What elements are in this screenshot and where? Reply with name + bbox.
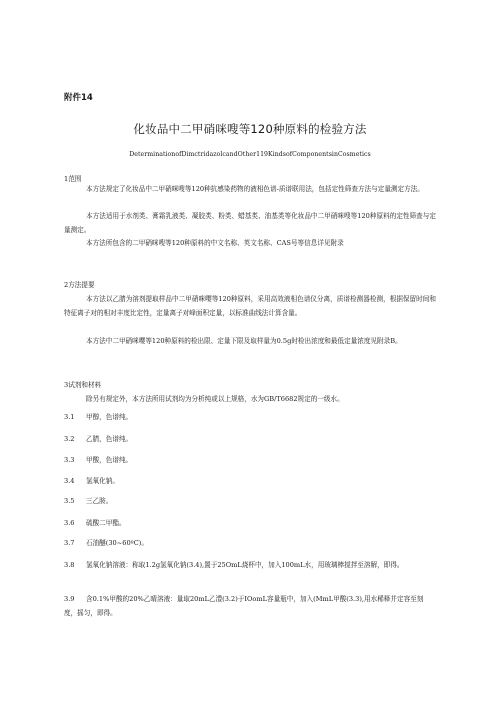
reagent-item — [64, 593, 436, 620]
english-subtitle: DeterminationofDimctridazolcandOther119KindsofComponentsinCosmetics — [129, 151, 371, 158]
method-paragraph-2: 本方法中二甲硝咪嘤等120种原料的检出限、定量下限及取样量为0.5g时检出浓度和最低定量浓度见附录B。 — [86, 337, 402, 345]
item-number: 3.3 — [64, 456, 75, 464]
item-number: 3.4 — [64, 477, 75, 485]
document-title: 化妆品中二甲硝咪嗖等120种原料的检验方法 — [133, 122, 367, 136]
item-number: 3.1 — [64, 413, 75, 421]
reagent-item — [64, 411, 436, 425]
item-text: 含0.1%甲酸的20%乙晴溶液：量取20mL乙澧(3.2)于IOomL容量瓶中，加入(MmL甲酸(3.3),用水稀释并定容至刻度，摇匀，即得。 — [64, 595, 424, 617]
scope-paragraph-2: 本方法适用于水剂类、膏霜乳液类、凝胶类、粉类、蜡基类、油基类等化妆品中二甲硝咪嗖等120种原料的定性筛查与定量测定。 — [64, 212, 436, 234]
reagent-item — [64, 433, 436, 447]
section-heading-method-summary: 2方法提要 — [64, 281, 95, 289]
scope-paragraph-1: 本方法规定了化妆品中二甲硝咪嗖等120种抗感染药物的液相色谱-质谱联用法，包括定性筛查方法与定量测定方法。 — [86, 185, 424, 193]
item-text: 氢氧化钠溶液：称取1.2g氢氧化钠(3.4),置于25OmL烧杯中，加入100mL水，用玻璃棒搅拌至溶解，即得。 — [86, 561, 404, 569]
reagent-item — [64, 454, 436, 468]
item-text: 三乙胺。 — [86, 497, 113, 505]
reagent-item — [64, 559, 436, 573]
item-text: 乙腈，色谱纯。 — [86, 435, 133, 443]
annex-label: 附件14 — [64, 93, 93, 103]
item-number: 3.8 — [64, 561, 75, 569]
section-heading-reagents: 3试剂和材料 — [64, 381, 102, 389]
item-number: 3.6 — [64, 519, 75, 527]
item-text: 甲酸，色谱纯。 — [86, 456, 133, 464]
reagent-item — [64, 517, 436, 531]
reagent-item — [64, 537, 436, 551]
method-paragraph-1: 本方法以乙腈为溶剂提取样品中二甲硝咪嘤等120种原料，采用高效液相色谱仪分离，质谱检测器检测，根据保留时间和特征离子对的相对丰度比定性，定量离子对峰面积定量，以标准曲线法计算含量。 — [64, 295, 436, 317]
item-number: 3.7 — [64, 539, 75, 547]
item-text: 硫酸二甲酯。 — [86, 519, 126, 527]
section-heading-scope: 1范围 — [64, 175, 82, 183]
reagent-item — [64, 495, 436, 509]
item-text: 甲醇，色谱纯。 — [86, 413, 133, 421]
reagents-intro: 除另有规定外，本方法所用试剂均为分析纯或以上规格，水为GB/T6682规定的一级水。 — [86, 395, 344, 403]
item-number: 3.9 — [64, 595, 75, 603]
reagent-item — [64, 475, 436, 489]
item-text: 石油醚(30~60ºC)。 — [86, 539, 148, 547]
item-number: 3.2 — [64, 435, 75, 443]
scope-paragraph-3: 本方法所包含的二甲硝咪嗖等120种原料的中文名称、英文名称、CAS号等信息详见附录 — [86, 239, 344, 247]
item-number: 3.5 — [64, 497, 75, 505]
item-text: 氢氧化钠。 — [86, 477, 119, 485]
